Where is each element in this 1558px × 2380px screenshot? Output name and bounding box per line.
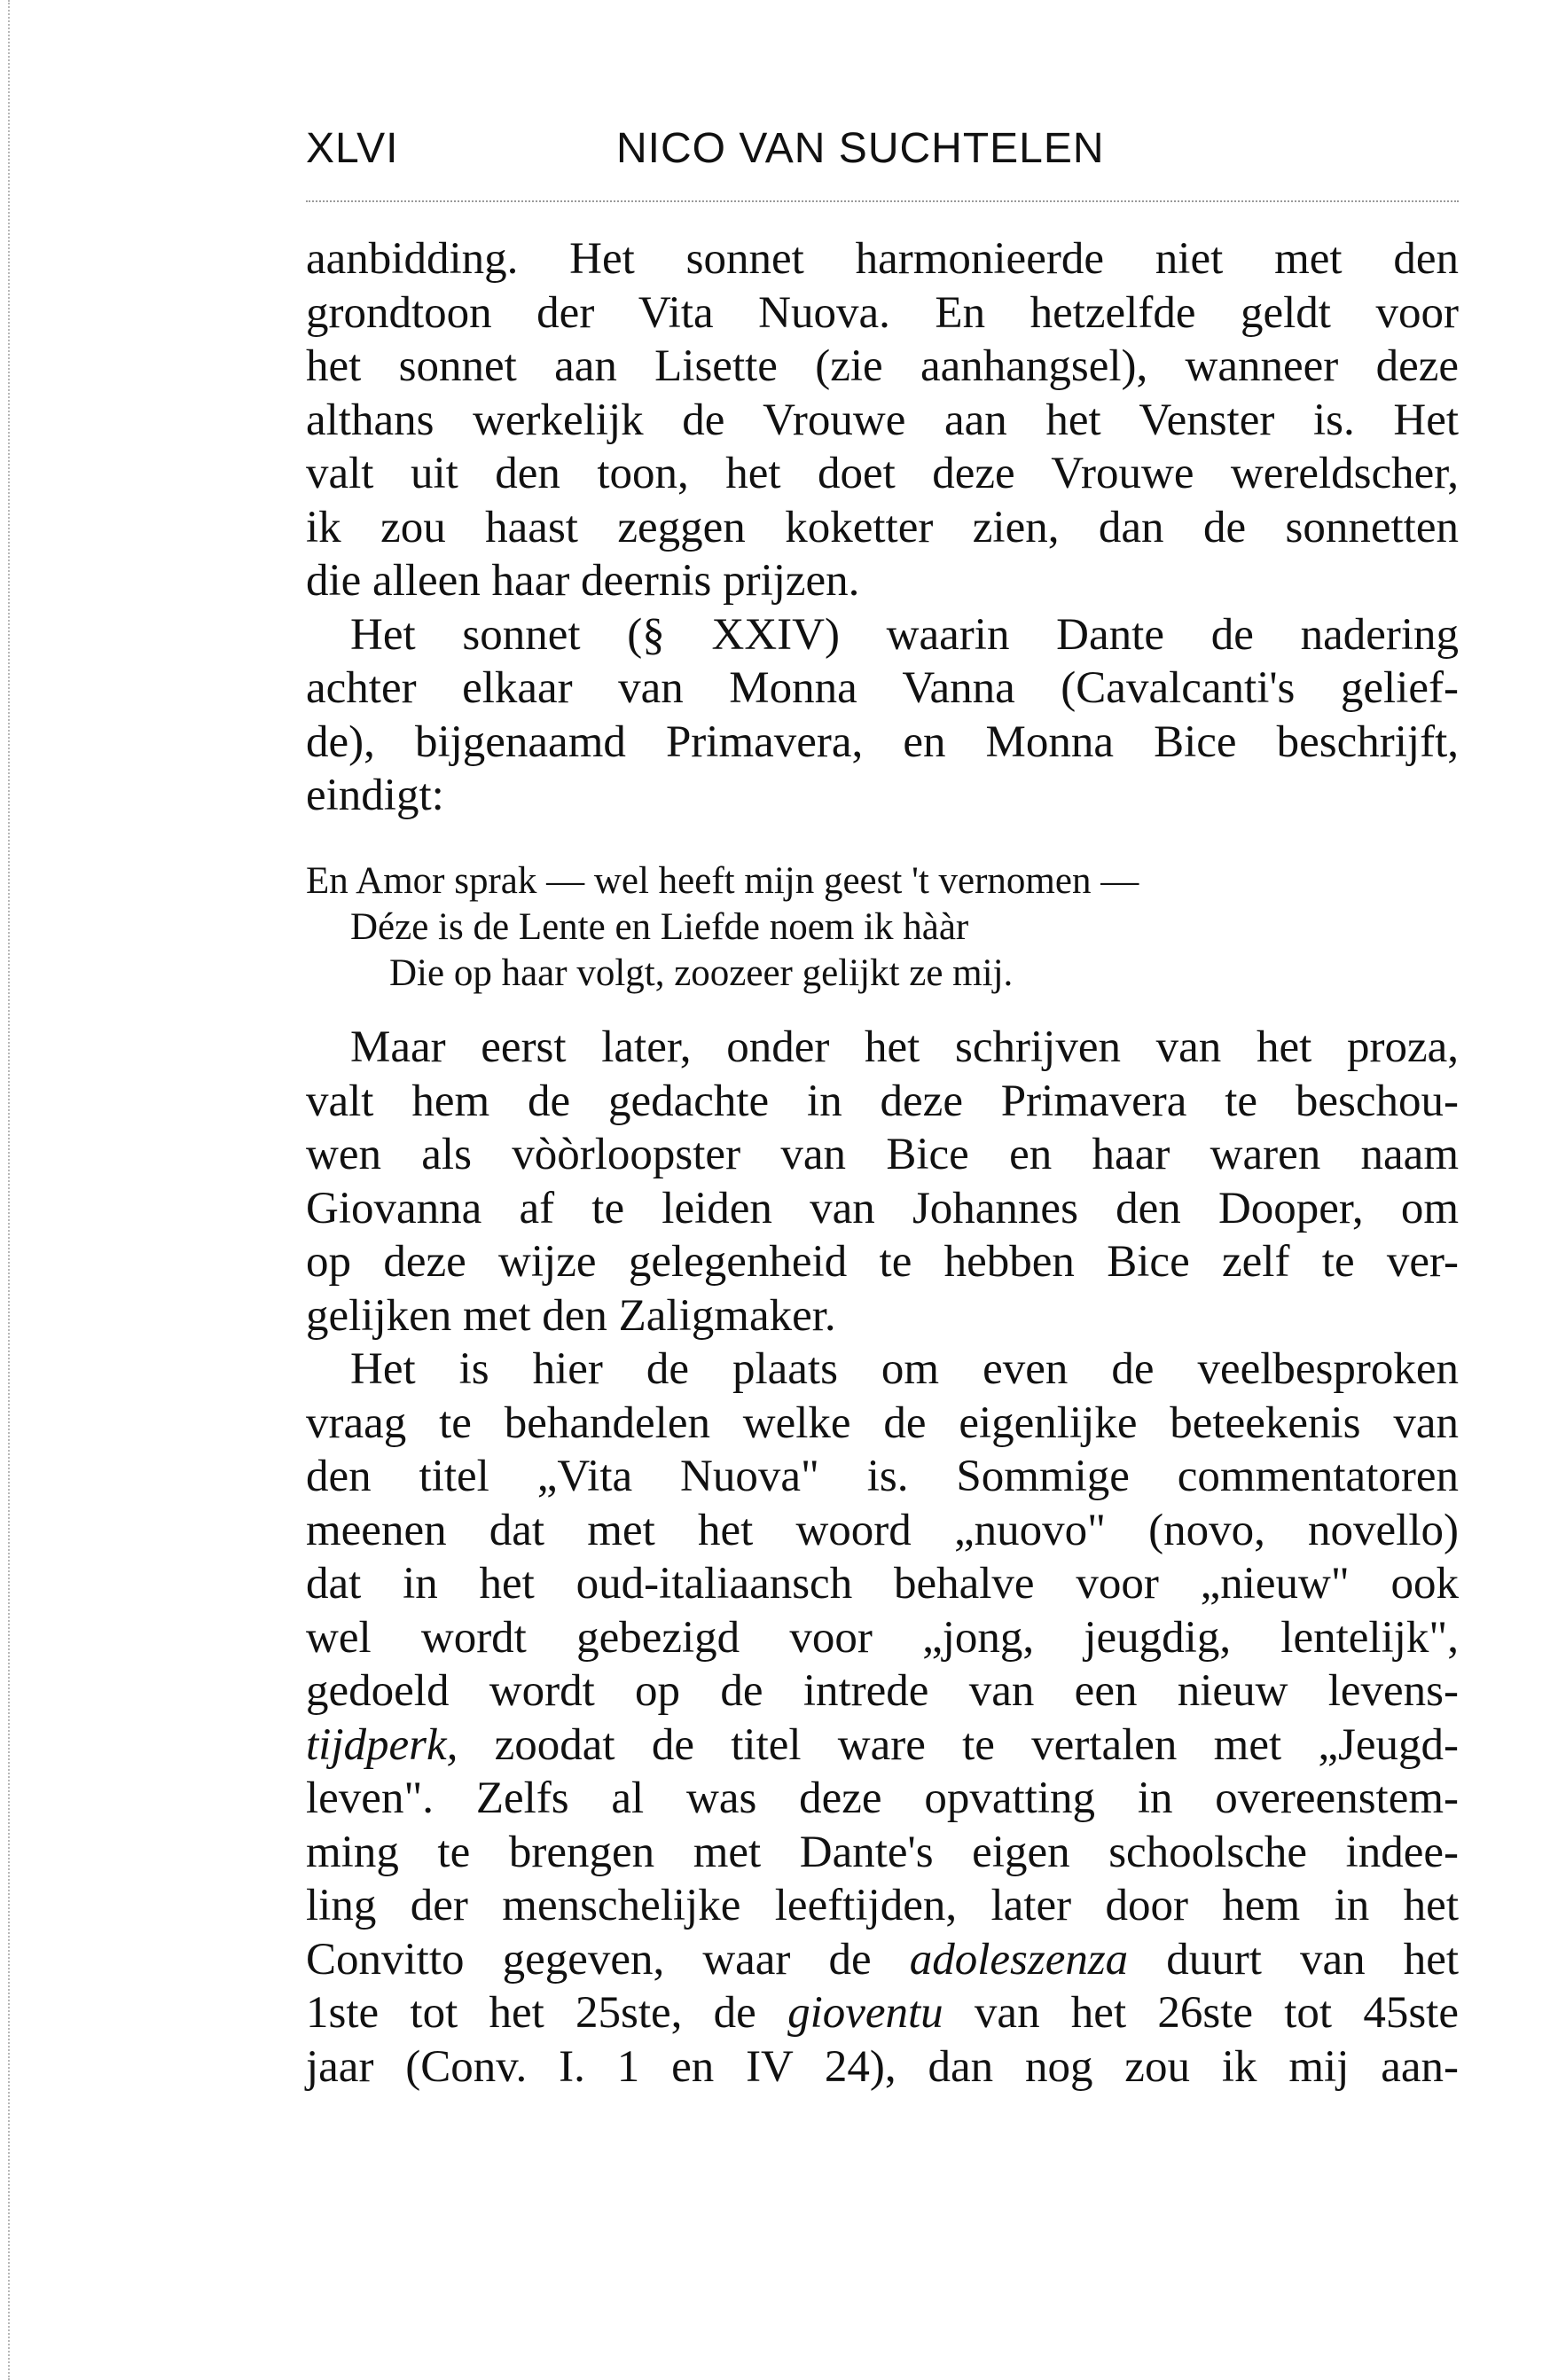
text-line: althans werkelijk de Vrouwe aan het Venster is. Het: [306, 395, 1459, 445]
paragraph-4: [306, 1343, 1459, 2094]
text-run: duurt van het: [1128, 1934, 1459, 1985]
text-line: [306, 1718, 1459, 1773]
text-block-lower: [306, 1021, 1459, 2094]
text-run: 1ste tot het 25ste, de: [306, 1988, 788, 2038]
text-line: Het sonnet (§ XXIV) waarin Dante de nadering: [350, 609, 1459, 660]
italic-term: adoleszenza: [909, 1934, 1129, 1985]
verse-line: Déze is de Lente en Liefde noem ik hààr: [350, 906, 969, 948]
text-line: aanbidding. Het sonnet harmonieerde niet met den: [306, 234, 1459, 284]
text-line: grondtoon der Vita Nuova. En hetzelfde geldt voor: [306, 287, 1459, 338]
text-line: valt hem de gedachte in deze Primavera te beschou-: [306, 1076, 1459, 1126]
text-line: die alleen haar deernis prijzen.: [306, 556, 860, 606]
page-header: [306, 124, 1459, 186]
text-line: wen als vòòrloopster van Bice en haar waren naam: [306, 1130, 1459, 1179]
paragraph-1: [306, 232, 1459, 608]
text-run: zoodat de titel ware te vertalen met „Jeugd-: [458, 1719, 1459, 1770]
text-line: dat in het oud-italiaansch behalve voor „nieuw" ook: [306, 1559, 1459, 1609]
text-line: de), bijgenaamd Primavera, en Monna Bice beschrijft,: [306, 716, 1459, 767]
text-line: leven". Zelfs al was deze opvatting in overeenstem-: [306, 1773, 1459, 1823]
verse-line: En Amor sprak — wel heeft mijn geest 't vernomen —: [306, 860, 1139, 902]
text-line: den titel „Vita Nuova" is. Sommige commentatoren: [306, 1452, 1459, 1501]
text-line: op deze wijze gelegenheid te hebben Bice zelf te ver-: [306, 1237, 1459, 1287]
text-line: Het is hier de plaats om even de veelbesproken: [350, 1344, 1459, 1394]
text-line: valt uit den toon, het doet deze Vrouwe wereldscher,: [306, 449, 1459, 498]
text-line: eindigt:: [306, 771, 444, 820]
text-line: jaar (Conv. I. 1 en IV 24), dan nog zou ik mij aan-: [306, 2041, 1459, 2092]
text-line: Maar eerst later, onder het schrijven van het proza,: [350, 1022, 1459, 1072]
text-block-upper: [306, 232, 1459, 823]
text-line: gelijken met den Zaligmaker.: [306, 1290, 836, 1341]
text-line: wel wordt gebezigd voor „jong, jeugdig, lentelijk",: [306, 1612, 1459, 1663]
text-line: ik zou haast zeggen koketter zien, dan de sonnetten: [306, 502, 1459, 552]
text-line: [306, 1986, 1459, 2040]
running-title: NICO VAN SUCHTELEN: [616, 125, 1105, 172]
verse-quotation: [306, 858, 1459, 997]
paragraph-3: [306, 1021, 1459, 1343]
text-line: ling der menschelijke leeftijden, later door hem in het: [306, 1881, 1459, 1930]
page-edge-scan-line: [8, 0, 10, 2380]
text-line: gedoeld wordt op de intrede van een nieuw levens-: [306, 1666, 1459, 1716]
italic-term: tijdperk,: [306, 1719, 458, 1770]
page-number: XLVI: [306, 125, 399, 172]
header-rule: [306, 200, 1459, 202]
text-line: achter elkaar van Monna Vanna (Cavalcanti's gelief-: [306, 663, 1459, 713]
text-line: meenen dat met het woord „nuovo" (novo, novello): [306, 1505, 1459, 1555]
text-line: vraag te behandelen welke de eigenlijke beteekenis van: [306, 1397, 1459, 1448]
text-line: ming te brengen met Dante's eigen schoolsche indee-: [306, 1827, 1459, 1877]
paragraph-2: [306, 608, 1459, 823]
italic-term: gioventu: [787, 1988, 943, 2038]
text-line: [306, 1933, 1459, 1987]
text-line: het sonnet aan Lisette (zie aanhangsel), wanneer deze: [306, 341, 1459, 391]
text-line: Giovanna af te leiden van Johannes den Dooper, om: [306, 1183, 1459, 1233]
verse-line: Die op haar volgt, zoozeer gelijkt ze mij.: [389, 952, 1014, 994]
text-run: Convitto gegeven, waar de: [306, 1934, 910, 1985]
text-run: van het 26ste tot 45ste: [943, 1988, 1459, 2038]
